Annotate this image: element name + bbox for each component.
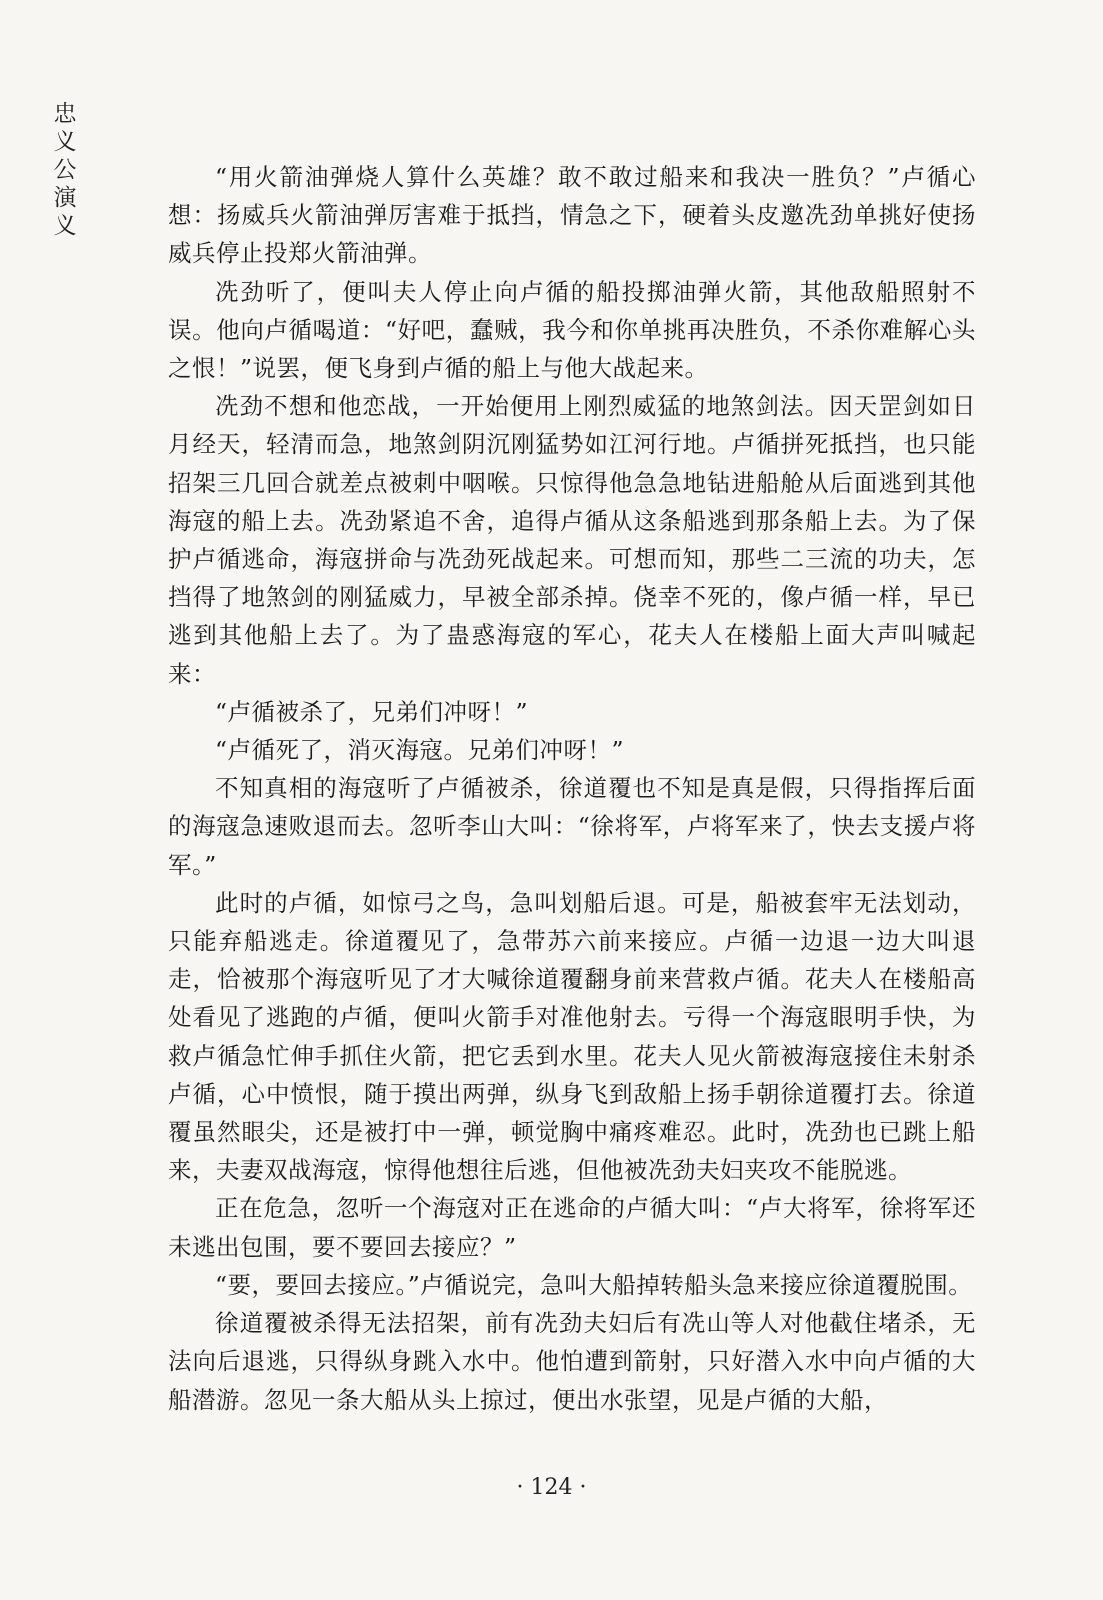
running-head-book-title	[50, 100, 80, 240]
paragraph: “卢循被杀了，兄弟们冲呀！”	[215, 697, 529, 726]
body-text	[168, 158, 976, 1419]
paragraph: 冼劲听了，便叫夫人停止向卢循的船投掷油弹火箭，其他敌船照射不误。他向卢循喝道：“好吧，蠢贼，我今和你单挑再决胜负，不杀你难解心头之恨！”说罢，便飞身到卢循的船上与他大战起来。	[168, 277, 976, 383]
paragraph: 冼劲不想和他恋战，一开始便用上刚烈威猛的地煞剑法。因天罡剑如日月经天，轻清而急，地煞剑阴沉刚猛势如江河行地。卢循拼死抵挡，也只能招架三几回合就差点被刺中咽喉。只惊得他急急地钻进船舱从后面逃到其他海寇的船上去。冼劲紧追不舍，追得卢循从这条船逃到那条船上去。为了保护卢循逃命，海寇拼命与冼劲死战起来。可想而知，那些二三流的功夫，怎挡得了地煞剑的刚猛威力，早被全部杀掉。侥幸不死的，像卢循一样，早已逃到其他船上去了。为了蛊惑海寇的军心，花夫人在楼船上面大声叫喊起来：	[168, 392, 976, 688]
page-number: · 124 ·	[516, 1475, 587, 1500]
running-head-char: 忠	[53, 101, 77, 127]
paragraph: “要，要回去接应。”卢循说完，急叫大船掉转船头急来接应徐道覆脱围。	[215, 1270, 973, 1299]
paragraph: 此时的卢循，如惊弓之鸟，急叫划船后退。可是，船被套牢无法划动，只能弃船逃走。徐道覆见了，急带苏六前来接应。卢循一边退一边大叫退走，恰被那个海寇听见了才大喊徐道覆翻身前来营救卢循。花夫人在楼船高处看见了逃跑的卢循，便叫火箭手对准他射去。亏得一个海寇眼明手快，为救卢循急忙伸手抓住火箭，把它丢到水里。花夫人见火箭被海寇接住未射杀卢循，心中愤恨，随于摸出两弹，纵身飞到敌船上扬手朝徐道覆打去。徐道覆虽然眼尖，还是被打中一弹，顿觉胸中痛疼难忍。此时，冼劲也已跳上船来，夫妻双战海寇，惊得他想往后逃，但他被冼劲夫妇夹攻不能脱逃。	[168, 888, 976, 1185]
paragraph: 不知真相的海寇听了卢循被杀，徐道覆也不知是真是假，只得指挥后面的海寇急速败退而去。忽听李山大叫：“徐将军，卢将军来了，快去支援卢将军。”	[168, 774, 976, 879]
paragraph: “用火箭油弹烧人算什么英雄？敢不敢过船来和我决一胜负？”卢循心想：扬威兵火箭油弹厉害难于抵挡，情急之下，硬着头皮邀冼劲单挑好使扬威兵停止投郑火箭油弹。	[168, 163, 976, 268]
running-head-char: 演	[53, 185, 77, 211]
running-head-char: 公	[53, 157, 77, 183]
running-head-char: 义	[53, 213, 77, 239]
paragraph: 正在危急，忽听一个海寇对正在逃命的卢循大叫：“卢大将军，徐将军还未逃出包围，要不要回去接应？”	[168, 1194, 976, 1261]
running-head-char: 义	[53, 129, 77, 155]
paragraph: 徐道覆被杀得无法招架，前有冼劲夫妇后有冼山等人对他截住堵杀，无法向后退逃，只得纵身跳入水中。他怕遭到箭射，只好潜入水中向卢循的大船潜游。忽见一条大船从头上掠过，便出水张望，见是卢循的大船，	[168, 1309, 976, 1414]
paragraph: “卢循死了，消灭海寇。兄弟们冲呀！”	[215, 736, 625, 765]
